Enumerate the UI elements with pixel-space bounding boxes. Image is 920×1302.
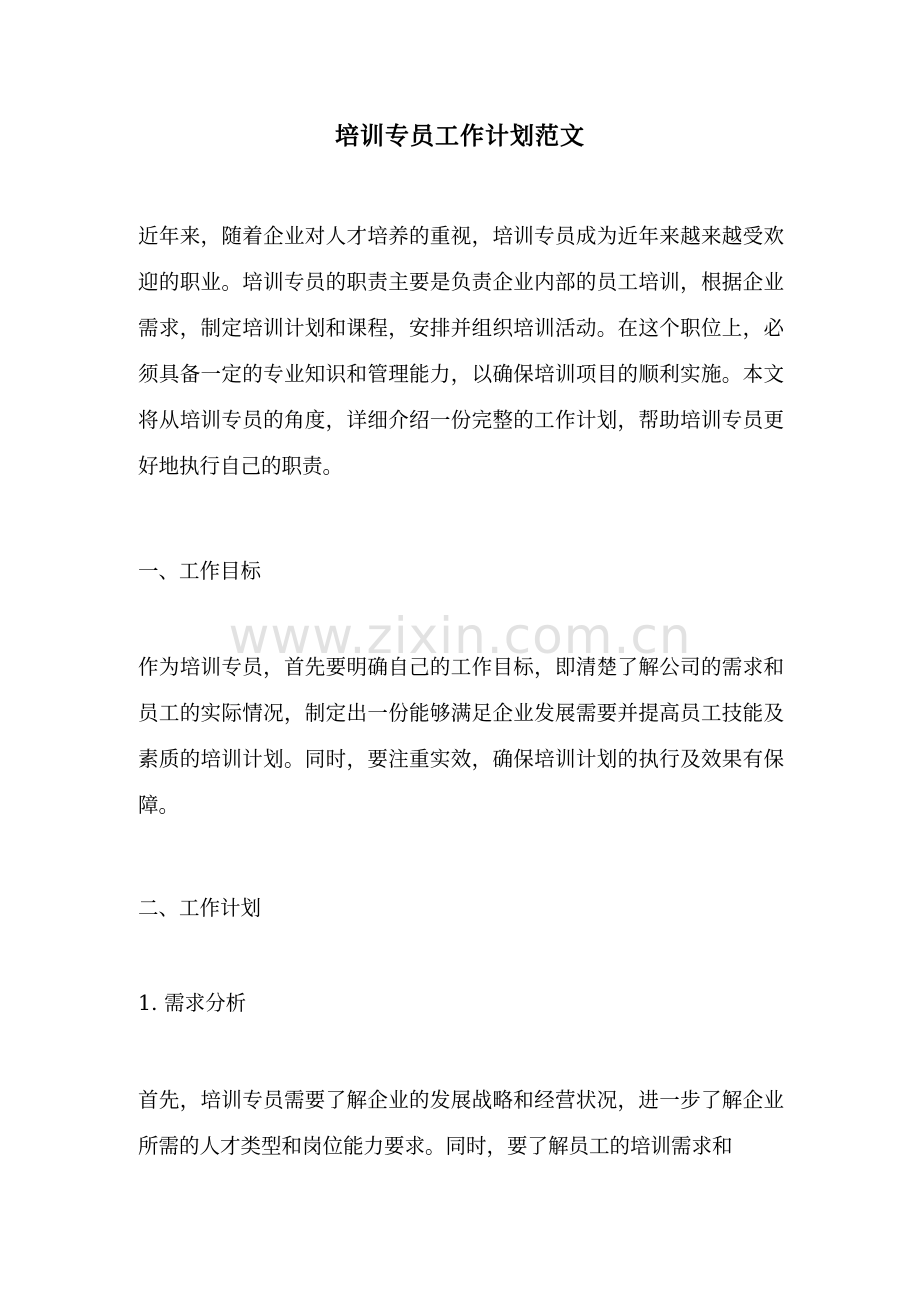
document-title: 培训专员工作计划范文	[335, 121, 585, 150]
needs-analysis-paragraph: 首先，培训专员需要了解企业的发展战略和经营状况，进一步了解企业所需的人才类型和岗位能力要求。同时，要了解员工的培训需求和	[138, 1088, 784, 1158]
subsection-heading-needs-analysis: 1. 需求分析	[138, 991, 247, 1015]
section-heading-goals: 一、工作目标	[138, 559, 261, 583]
intro-paragraph: 近年来，随着企业对人才培养的重视，培训专员成为近年来越来越受欢迎的职业。培训专员的职责主要是负责企业内部的员工培训，根据企业需求，制定培训计划和课程，安排并组织培训活动。在这个职位上，必须具备一定的专业知识和管理能力，以确保培训项目的顺利实施。本文将从培训专员的角度，详细介绍一份完整的工作计划，帮助培训专员更好地执行自己的职责。	[138, 224, 784, 478]
watermark: www.zixin.com.cn	[228, 607, 692, 665]
section-heading-plan: 二、工作计划	[138, 896, 261, 920]
goals-paragraph: 作为培训专员，首先要明确自己的工作目标，即清楚了解公司的需求和员工的实际情况，制定出一份能够满足企业发展需要并提高员工技能及素质的培训计划。同时，要注重实效，确保培训计划的执行及效果有保障。	[138, 655, 784, 817]
